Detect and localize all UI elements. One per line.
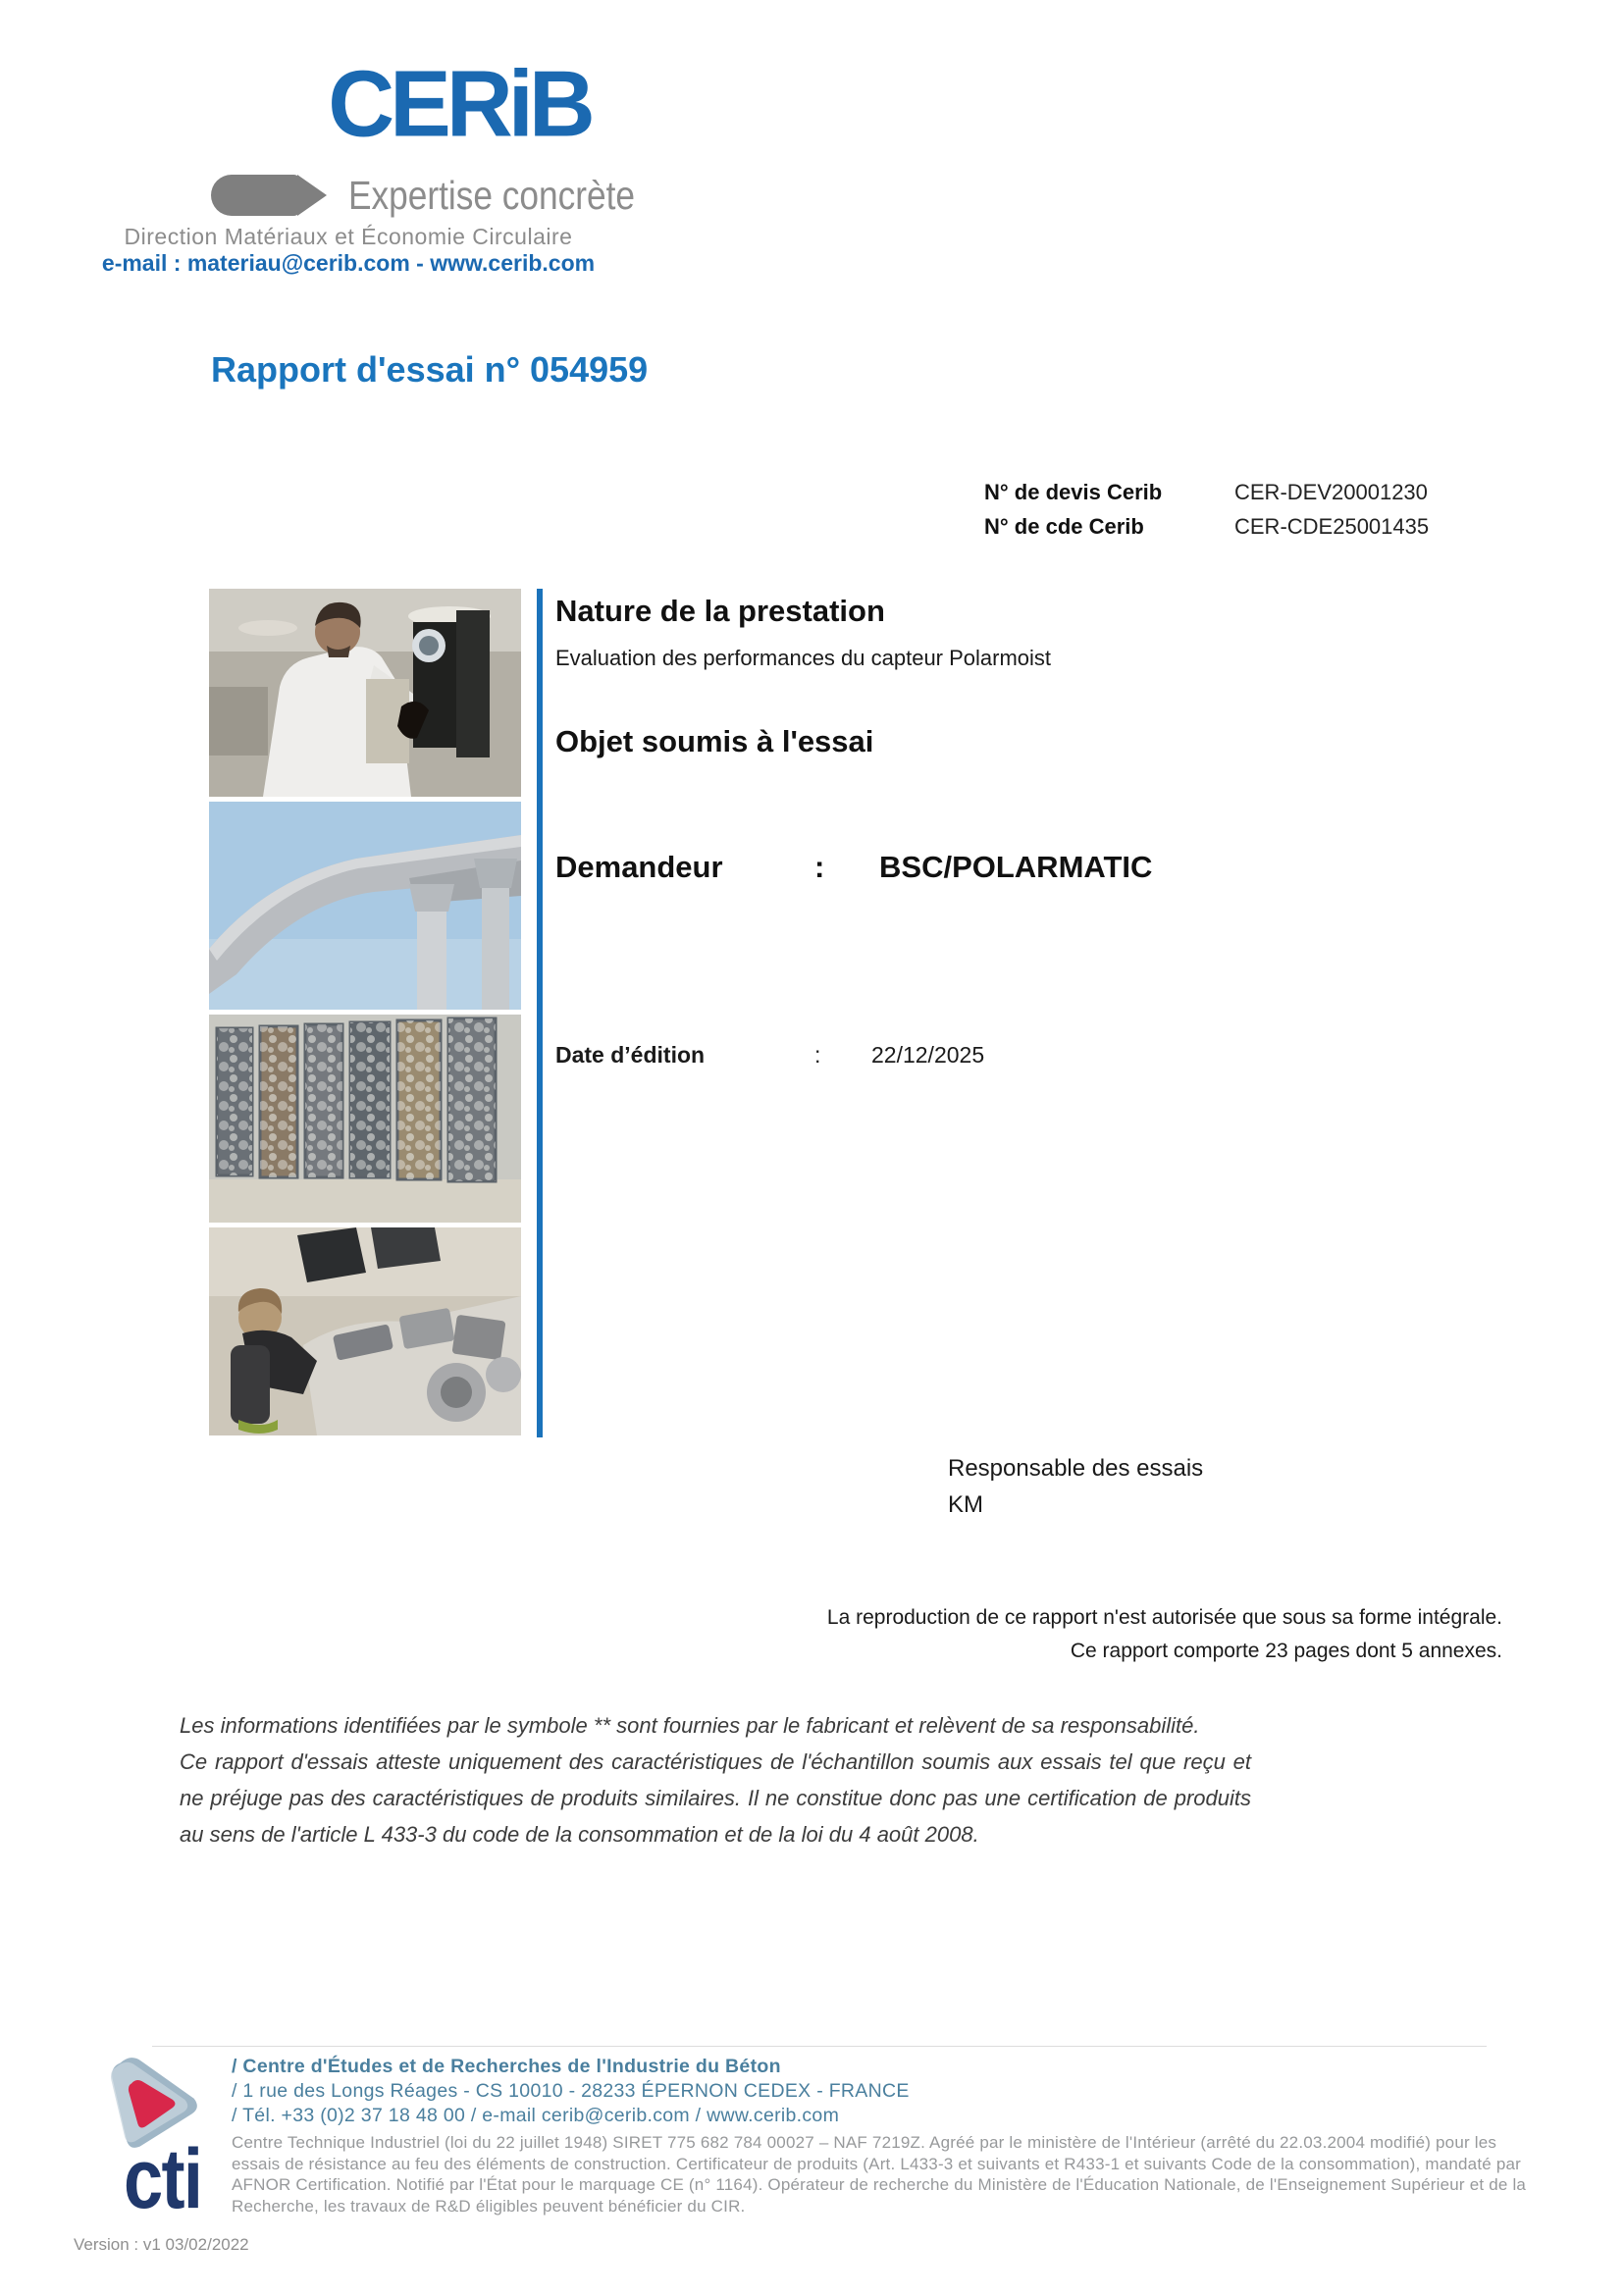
photo-bridge	[209, 802, 521, 1010]
signature-block	[948, 1450, 1203, 1523]
nature-text: Evaluation des performances du capteur Polarmoist	[555, 646, 1052, 670]
responsable-role: Responsable des essais	[948, 1455, 1204, 1482]
footer-org-name: / Centre d'Études et de Recherches de l'Industrie du Béton	[232, 2056, 781, 2077]
ref-cde-label: N° de cde Cerib	[984, 514, 1144, 539]
date-value: 22/12/2025	[871, 1042, 985, 1068]
notice-line-1: La reproduction de ce rapport n'est autorisée que sous sa forme intégrale.	[826, 1606, 1502, 1629]
photo-lab-technician	[209, 589, 521, 797]
ref-devis-row	[984, 480, 1494, 511]
ref-devis-label: N° de devis Cerib	[984, 480, 1163, 504]
photo-strip	[209, 589, 521, 1440]
logo-tagline: Expertise concrète	[348, 173, 636, 218]
tagline-row	[211, 173, 643, 218]
disclaimer-block	[180, 1707, 1251, 1852]
arrow-icon	[211, 175, 327, 216]
date-label: Date d’édition	[555, 1042, 706, 1068]
nature-heading: Nature de la prestation	[555, 594, 885, 628]
responsable-initials: KM	[948, 1491, 983, 1518]
cti-logo-text: cti	[124, 2132, 202, 2226]
demandeur-colon: :	[814, 850, 825, 884]
reproduction-notice	[619, 1601, 1502, 1668]
demandeur-row	[555, 850, 1153, 885]
ref-cde-row	[984, 514, 1494, 546]
demandeur-value: BSC/POLARMATIC	[879, 850, 1153, 884]
notice-line-2: Ce rapport comporte 23 pages dont 5 annexes.	[1070, 1640, 1502, 1662]
date-colon: :	[814, 1042, 821, 1068]
footer-separator	[152, 2046, 1487, 2047]
footer-address-block	[232, 2055, 910, 2128]
version-note: Version : v1 03/02/2022	[74, 2235, 249, 2254]
footer-address-line: / 1 rue des Longs Réages - CS 10010 - 28233 ÉPERNON CEDEX - FRANCE	[232, 2080, 910, 2102]
disclaimer-para-1: Les informations identifiées par le symbole ** sont fournies par le fabricant et relèvent de sa responsabilité.	[180, 1713, 1200, 1738]
department-line: Direction Matériaux et Économie Circulaire	[124, 224, 573, 249]
photo-facade-panels	[209, 1015, 521, 1223]
photo-workstation	[209, 1227, 521, 1435]
disclaimer-para-2: Ce rapport d'essais atteste uniquement des caractéristiques de l'échantillon soumis aux essais tel que reçu et ne préjuge pas des caractéristiques de produits similaires. Il ne constitue donc pas une certification de produits au sens de l'article L 433-3 du code de la consommation et de la loi du 4 août 2008.	[180, 1749, 1251, 1847]
demandeur-label: Demandeur	[555, 850, 723, 884]
date-row	[555, 1042, 985, 1069]
accent-bar	[537, 589, 543, 1437]
ref-cde-value: CER-CDE25001435	[1234, 514, 1430, 539]
footer-contact-line: / Tél. +33 (0)2 37 18 48 00 / e-mail cerib@cerib.com / www.cerib.com	[232, 2105, 840, 2126]
contact-line[interactable]: e-mail : materiau@cerib.com - www.cerib.com	[101, 250, 596, 276]
footer-legal: Centre Technique Industriel (loi du 22 juillet 1948) SIRET 775 682 784 00027 – NAF 7219Z. Agréé par le ministère de l'Intérieur (arrêté du 22.03.2004 modifié) pour les essais de résistance au feu des éléments de construction. Certificateur de produits (Art. L433-3 et suivants et R433-1 et suivants Code de la consommation), mandaté par AFNOR Certification. Notifié par l'État pour le marquage CE (n° 1164). Opérateur de recherche du Ministère de l'Éducation Nationale, de l'Enseignement Supérieur et de la Recherche, les travaux de R&D éligibles peuvent bénéficier du CIR.	[232, 2133, 1527, 2216]
page-title: Rapport d'essai n° 054959	[211, 349, 649, 390]
object-heading: Objet soumis à l'essai	[555, 724, 874, 758]
ref-devis-value: CER-DEV20001230	[1234, 480, 1428, 504]
cerib-logo: CERiB	[328, 50, 591, 157]
